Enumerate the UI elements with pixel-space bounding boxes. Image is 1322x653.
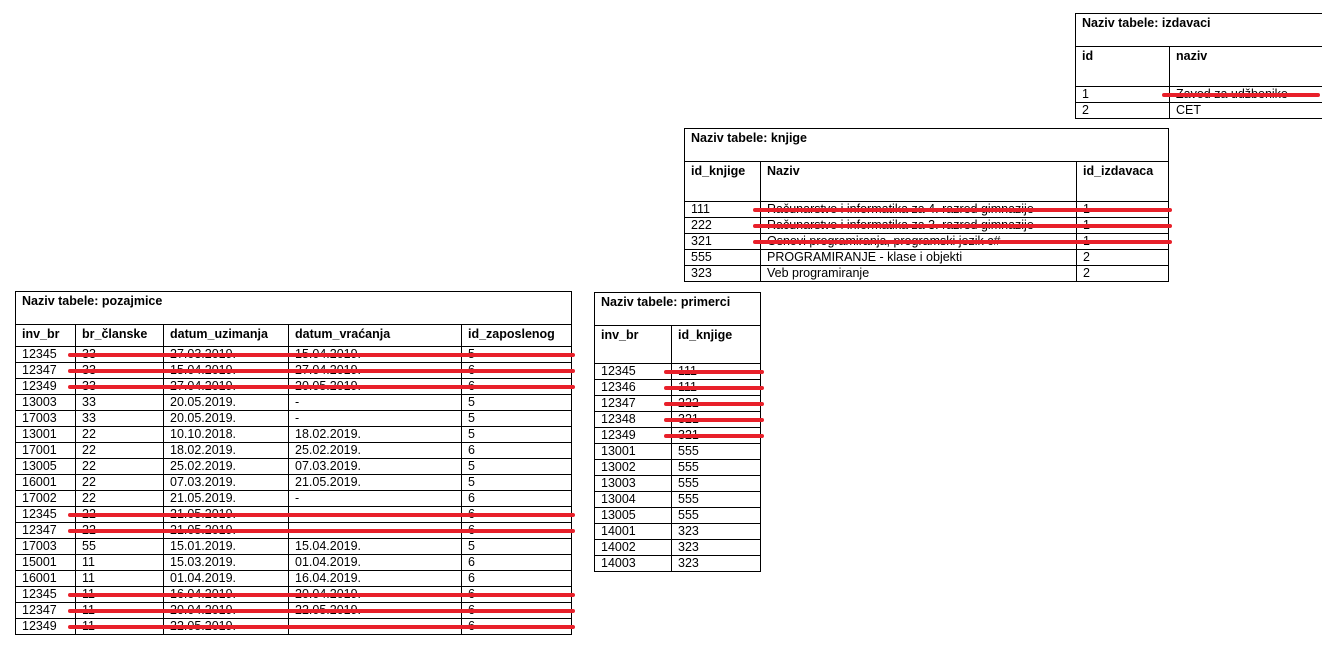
table-row [16,459,572,475]
table-cell: 6 [462,571,572,587]
table-cell: 13005 [595,508,672,524]
table-row [16,443,572,459]
table-cell: 555 [672,476,761,492]
table-cell: 33 [76,411,164,427]
table-pozajmice [15,291,572,635]
table-cell: 13003 [16,395,76,411]
table-knjige [684,128,1169,282]
table-cell: 15.04.2019. [289,539,462,555]
table-cell: 22 [76,427,164,443]
table-cell: 5 [462,395,572,411]
table-body [595,364,761,572]
table-title: Naziv tabele: izdavaci [1076,14,1322,47]
table-cell: 1 [1076,87,1170,103]
table-cell: 12346 [595,380,672,396]
table-cell: 12347 [16,523,76,539]
table-cell: - [289,491,462,507]
strike-line [68,625,575,629]
table-cell: 555 [672,508,761,524]
strike-line [664,434,764,438]
table-cell: 21.05.2019. [289,475,462,491]
table-row [16,491,572,507]
table-cell: 10.10.2018. [164,427,289,443]
table-cell: 15001 [16,555,76,571]
table-row [595,460,761,476]
table-cell: 22 [76,443,164,459]
table-cell: 12345 [595,364,672,380]
table-cell: 17003 [16,539,76,555]
table-row [16,411,572,427]
strike-line [1162,93,1321,97]
table-row [595,556,761,572]
table-title: Naziv tabele: knjige [685,129,1169,162]
table-cell: 20.05.2019. [164,395,289,411]
table-cell: 5 [462,475,572,491]
table-cell: 20.05.2019. [164,411,289,427]
table-cell: 14003 [595,556,672,572]
strike-line [68,385,575,389]
table-cell: 555 [672,460,761,476]
table-cell: 321 [685,234,761,250]
table-cell: 323 [685,266,761,282]
table-cell: 17003 [16,411,76,427]
table-row [16,555,572,571]
table-row [595,508,761,524]
strike-line [68,609,575,613]
strike-line [68,529,575,533]
table-cell: 01.04.2019. [164,571,289,587]
table-cell: 6 [462,555,572,571]
table-cell: 555 [672,444,761,460]
strike-line [753,240,1172,244]
table-cell: 12345 [16,507,76,523]
table-cell: 323 [672,524,761,540]
table-cell: 17002 [16,491,76,507]
table-body [16,347,572,635]
table-cell: 111 [685,202,761,218]
column-header: naziv [1170,47,1322,87]
table-cell: 18.02.2019. [289,427,462,443]
strike-line [664,386,764,390]
table-row [595,540,761,556]
table-row [16,395,572,411]
table-cell: 17001 [16,443,76,459]
table-cell: 12347 [16,603,76,619]
strike-line [753,224,1172,228]
table-row [16,539,572,555]
table-cell: 16.04.2019. [289,571,462,587]
strike-line [664,370,764,374]
table-row [595,524,761,540]
table-cell: 5 [462,427,572,443]
table-izdavaci [1075,13,1322,119]
table-cell: 12349 [16,619,76,635]
table-cell: 13005 [16,459,76,475]
table-cell: 15.01.2019. [164,539,289,555]
table-cell: 555 [685,250,761,266]
table-cell: 6 [462,443,572,459]
column-header: id [1076,47,1170,87]
table-cell: 2 [1077,266,1169,282]
table-cell: 14001 [595,524,672,540]
table-cell: 22 [76,459,164,475]
table-cell: 11 [76,571,164,587]
table-cell: 16001 [16,475,76,491]
table-cell: 222 [685,218,761,234]
column-header: inv_br [595,326,672,364]
strike-line [68,513,575,517]
table-cell: Veb programiranje [761,266,1077,282]
column-header: id_knjige [672,326,761,364]
table-cell: 33 [76,395,164,411]
table-cell: 15.03.2019. [164,555,289,571]
table-cell: 5 [462,539,572,555]
table-cell: 12349 [595,428,672,444]
table-cell: 01.04.2019. [289,555,462,571]
column-header: id_knjige [685,162,761,202]
table-cell: 07.03.2019. [164,475,289,491]
table-row [1076,103,1322,119]
table-cell: 22 [76,475,164,491]
table-row [16,571,572,587]
table-cell: 13001 [595,444,672,460]
table-cell: - [289,395,462,411]
table-cell: 13004 [595,492,672,508]
column-header: datum_vraćanja [289,325,462,347]
column-header: id_izdavaca [1077,162,1169,202]
table-title: Naziv tabele: primerci [595,293,761,326]
table-title: Naziv tabele: pozajmice [16,292,572,325]
column-header: br_članske [76,325,164,347]
table-cell: 22 [76,491,164,507]
table-cell: PROGRAMIRANJE - klase i objekti [761,250,1077,266]
table-cell: 5 [462,459,572,475]
table-cell: 25.02.2019. [289,443,462,459]
table-cell: 11 [76,555,164,571]
table-cell: 323 [672,540,761,556]
table-cell: 14002 [595,540,672,556]
table-cell: 12348 [595,412,672,428]
table-row [685,250,1169,266]
table-cell: 2 [1077,250,1169,266]
table-row [595,444,761,460]
column-header: id_zaposlenog [462,325,572,347]
table-cell: 18.02.2019. [164,443,289,459]
strike-line [68,369,575,373]
table-cell: 07.03.2019. [289,459,462,475]
column-header: inv_br [16,325,76,347]
table-body [1076,87,1322,119]
table-cell: CET [1170,103,1322,119]
table-cell: 6 [462,491,572,507]
strike-line [664,418,764,422]
table-cell: 16001 [16,571,76,587]
table-cell: 25.02.2019. [164,459,289,475]
table-cell: 12345 [16,347,76,363]
table-cell: - [289,411,462,427]
table-cell: 13001 [16,427,76,443]
table-row [16,427,572,443]
table-cell: 12349 [16,379,76,395]
table-cell: 2 [1076,103,1170,119]
table-row [595,492,761,508]
table-cell: 55 [76,539,164,555]
table-cell: 323 [672,556,761,572]
table-row [595,476,761,492]
strike-line [753,208,1172,212]
table-primerci [594,292,761,572]
table-cell: 12347 [16,363,76,379]
table-cell: 13002 [595,460,672,476]
table-row [685,266,1169,282]
table-cell: 21.05.2019. [164,491,289,507]
table-cell: 12347 [595,396,672,412]
table-cell: 13003 [595,476,672,492]
strike-line [664,402,764,406]
column-header: datum_uzimanja [164,325,289,347]
strike-line [68,353,575,357]
table-cell: 12345 [16,587,76,603]
table-cell: 5 [462,411,572,427]
strike-line [68,593,575,597]
table-cell: 555 [672,492,761,508]
column-header: Naziv [761,162,1077,202]
table-row [16,475,572,491]
